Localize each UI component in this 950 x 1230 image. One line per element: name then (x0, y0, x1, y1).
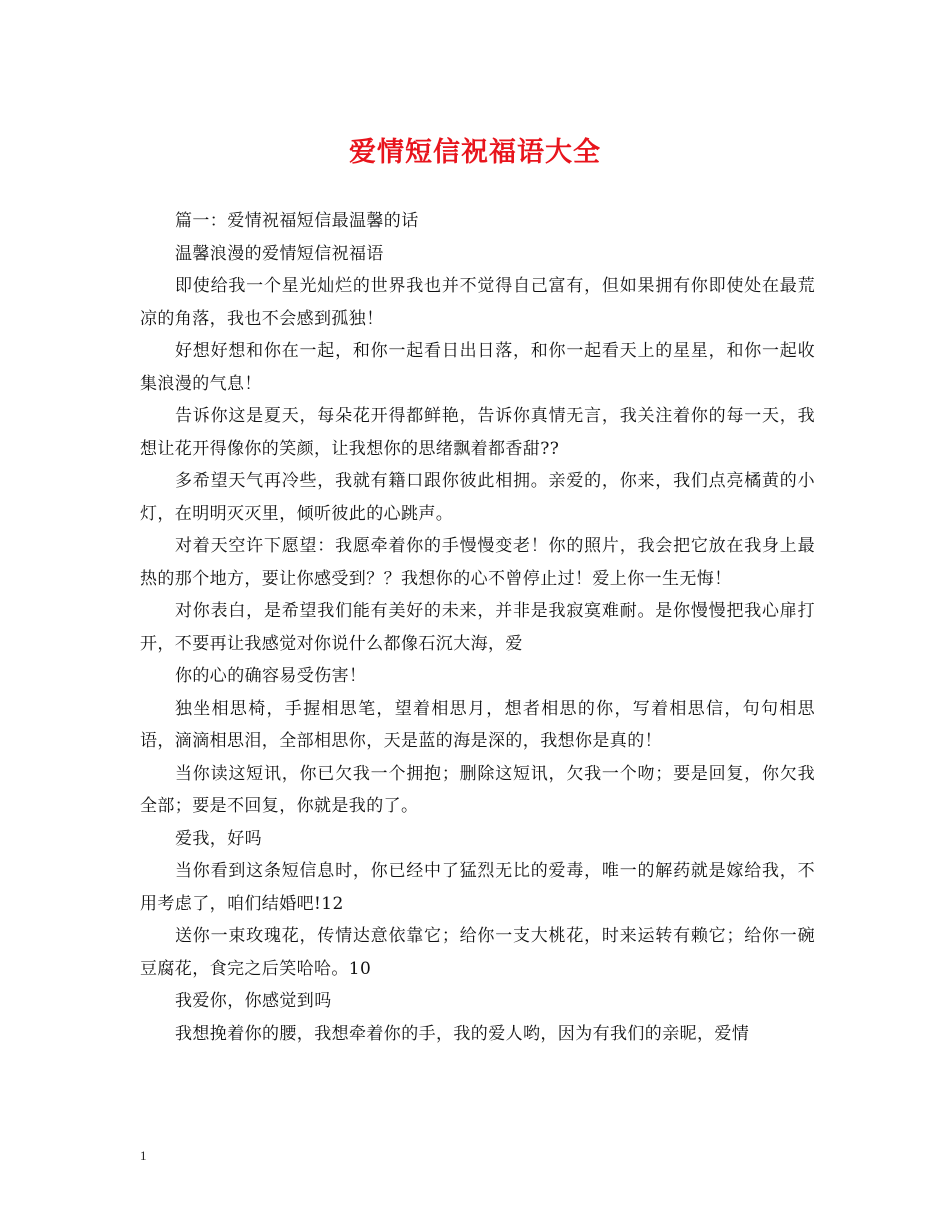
paragraph: 即使给我一个星光灿烂的世界我也并不觉得自己富有，但如果拥有你即使处在最荒凉的角落，我也不会感到孤独！ (140, 276, 815, 329)
paragraph: 你的心的确容易受伤害！ (175, 666, 367, 686)
section-heading: 篇一：爱情祝福短信最温馨的话 (175, 211, 419, 231)
paragraph: 好想好想和你在一起，和你一起看日出日落，和你一起看天上的星星，和你一起收集浪漫的气息！ (140, 341, 815, 394)
paragraph: 爱我，好吗 (175, 828, 262, 849)
paragraph: 多希望天气再冷些，我就有籍口跟你彼此相拥。亲爱的，你来，我们点亮橘黄的小灯，在明明灭灭里，倾听彼此的心跳声。 (140, 471, 815, 524)
paragraph: 我想挽着你的腰，我想牵着你的手，我的爱人哟，因为有我们的亲昵，爱情 (175, 1023, 750, 1044)
paragraph: 当你读这短讯，你已欠我一个拥抱；删除这短讯，欠我一个吻；要是回复，你欠我全部；要是不回复，你就是我的了。 (140, 763, 815, 816)
paragraph: 对着天空许下愿望：我愿牵着你的手慢慢变老！你的照片，我会把它放在我身上最热的那个地方，要让你感受到？？我想你的心不曾停止过！爱上你一生无悔！ (140, 536, 815, 589)
paragraph: 对你表白，是希望我们能有美好的未来，并非是我寂寞难耐。是你慢慢把我心扉打开，不要再让我感觉对你说什么都像石沉大海，爱 (140, 601, 815, 654)
document-body (140, 205, 815, 1050)
page-number: 1 (140, 1148, 147, 1163)
paragraph: 送你一束玫瑰花，传情达意依靠它；给你一支大桃花，时来运转有赖它；给你一碗豆腐花，食完之后笑哈哈。10 (140, 926, 815, 979)
paragraph: 我爱你，你感觉到吗 (175, 991, 332, 1011)
paragraph: 当你看到这条短信息时，你已经中了猛烈无比的爱毒，唯一的解药就是嫁给我，不用考虑了，咱们结婚吧!12 (140, 861, 815, 914)
paragraph: 独坐相思椅，手握相思笔，望着相思月，想者相思的你，写着相思信，句句相思语，滴滴相思泪，全部相思你，天是蓝的海是深的，我想你是真的！ (140, 698, 815, 751)
section-subheading: 温馨浪漫的爱情短信祝福语 (175, 243, 384, 264)
paragraph: 告诉你这是夏天，每朵花开得都鲜艳，告诉你真情无言，我关注着你的每一天，我想让花开得像你的笑颜，让我想你的思绪飘着都香甜?? (140, 406, 815, 459)
document-title: 爱情短信祝福语大全 (349, 137, 601, 168)
